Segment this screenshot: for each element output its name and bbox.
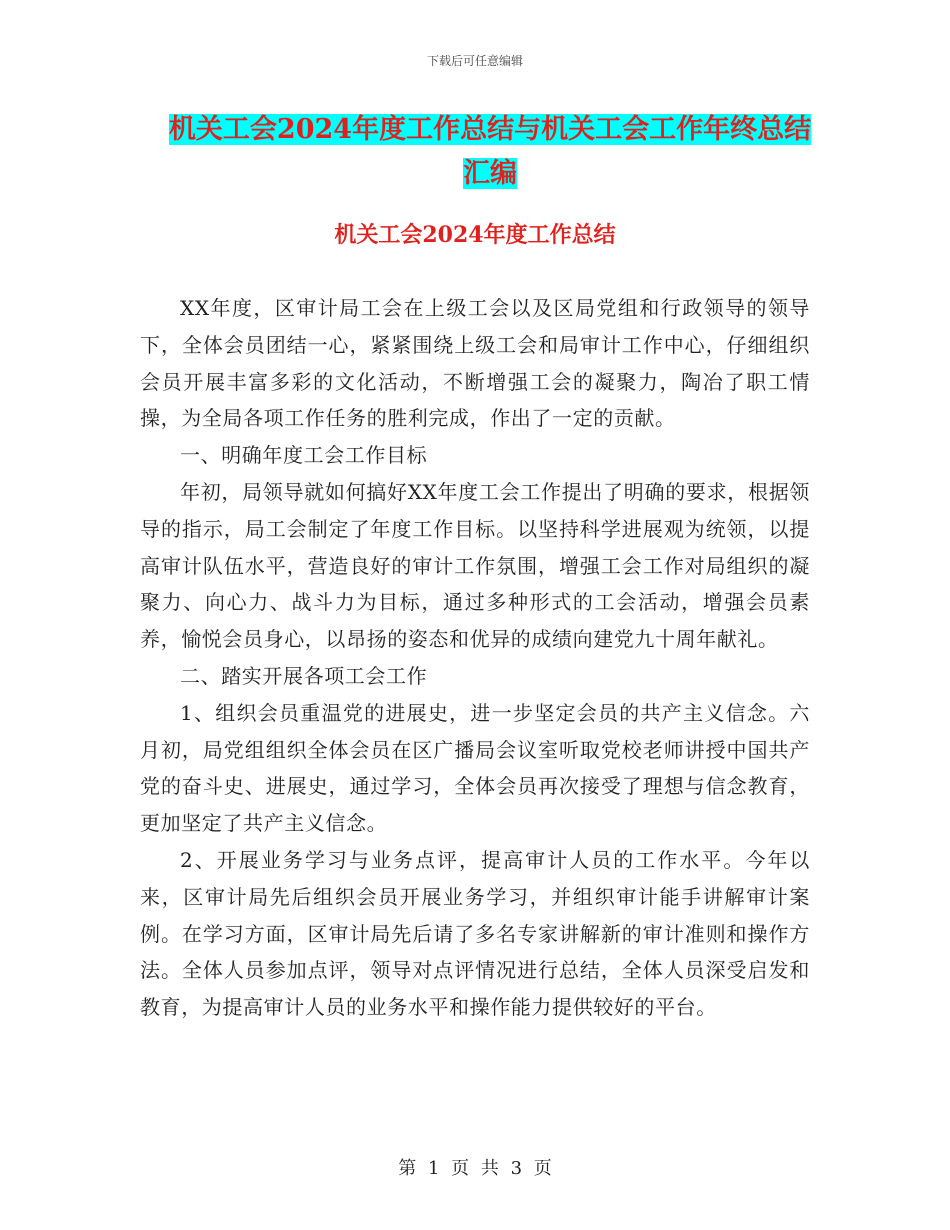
document-body [140, 290, 810, 1026]
page-number-footer: 第 1 页 共 3 页 [398, 1158, 552, 1179]
heading-1: 一、明确年度工会工作目标 [180, 443, 428, 468]
paragraph-item-2: 2、开展业务学习与业务点评，提高审计人员的工作水平。今年以来，区审计局先后组织会员开展业务学习，并组织审计能手讲解审计案例。在学习方面，区审计局先后请了多名专家讲解新的审计准则和操作方法。全体人员参加点评，领导对点评情况进行总结，全体人员深受启发和教育，为提高审计人员的业务水平和操作能力提供较好的平台。 [140, 847, 810, 1020]
heading-2: 二、踏实开展各项工会工作 [180, 663, 428, 688]
page-header-note: 下载后可任意编辑 [426, 54, 523, 68]
document-title-line-1: 机关工会2024年度工作总结与机关工会工作年终总结 [168, 114, 812, 145]
paragraph-goals: 年初，局领导就如何搞好XX年度工会工作提出了明确的要求，根据领导的指示，局工会制定了年度工作目标。以坚持科学进展观为统领，以提高审计队伍水平，营造良好的审计工作氛围，增强工会工作对局组织的凝聚力、向心力、战斗力为目标，通过多种形式的工会活动，增强会员素养，愉悦会员身心，以昂扬的姿态和优异的成绩向建党九十周年献礼。 [140, 479, 810, 652]
section-title: 机关工会2024年度工作总结 [334, 222, 616, 248]
paragraph-intro: XX年度，区审计局工会在上级工会以及区局党组和行政领导的领导下，全体会员团结一心，紧紧围绕上级工会和局审计工作中心，仔细组织会员开展丰富多彩的文化活动，不断增强工会的凝聚力，陶冶了职工情操，为全局各项工作任务的胜利完成，作出了一定的贡献。 [140, 296, 810, 431]
paragraph-item-1: 1、组织会员重温党的进展史，进一步坚定会员的共产主义信念。六月初，局党组组织全体会员在区广播局会议室听取党校老师讲授中国共产党的奋斗史、进展史，通过学习，全体会员再次接受了理想与信念教育，更加坚定了共产主义信念。 [140, 700, 810, 836]
document-title [140, 108, 840, 196]
document-title-line-2: 汇编 [463, 158, 517, 189]
